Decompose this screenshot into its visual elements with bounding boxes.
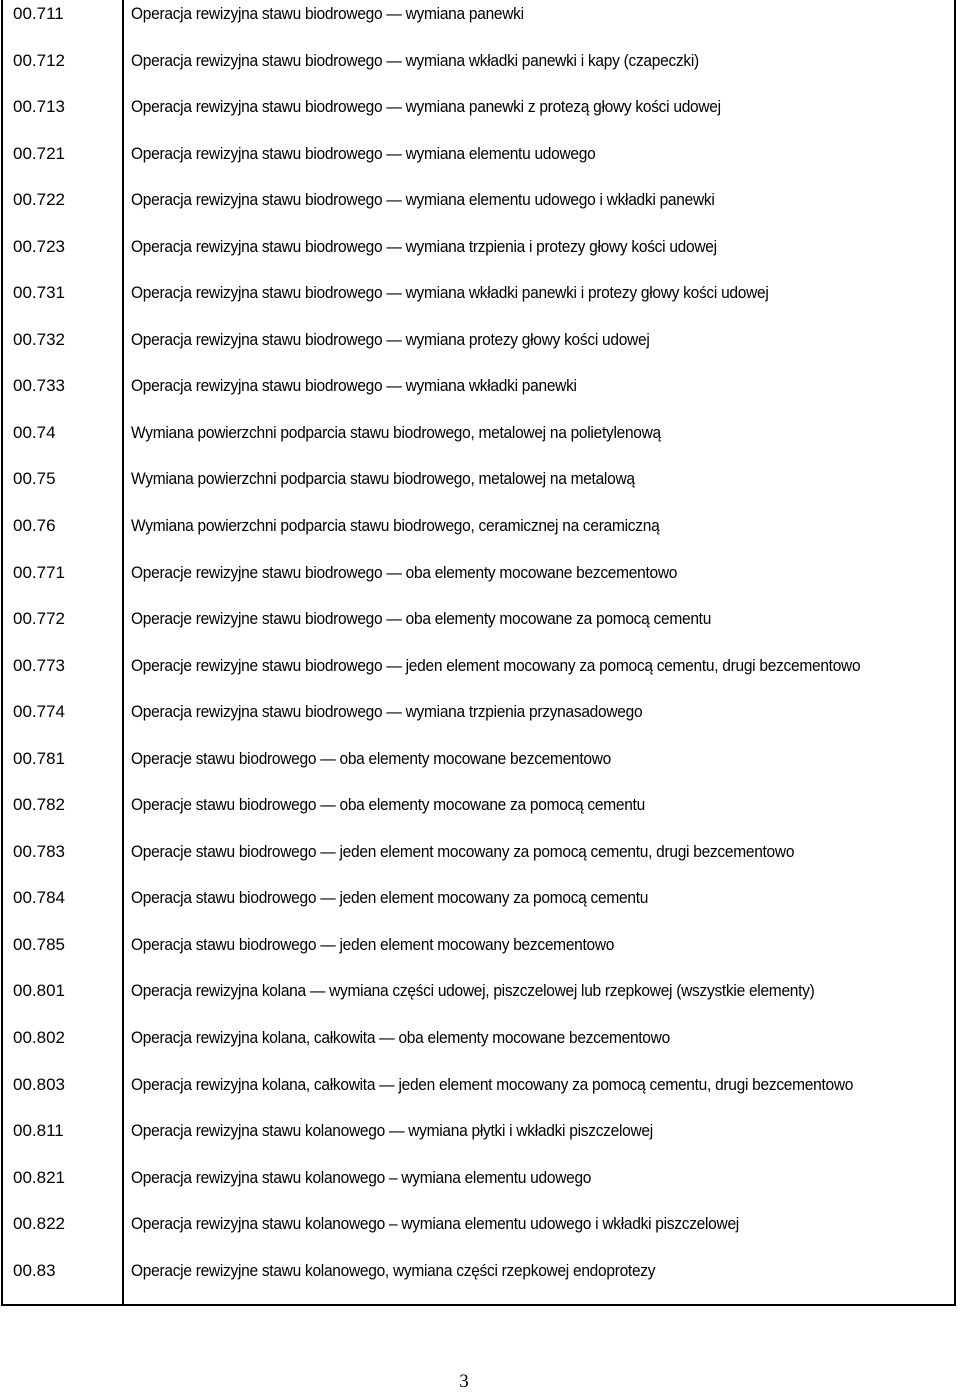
procedure-description: Operacja rewizyjna stawu kolanowego – wymiana elementu udowego i wkładki piszczelowej — [131, 1215, 739, 1234]
procedure-code: 00.782 — [13, 795, 65, 815]
procedure-description: Operacja rewizyjna stawu biodrowego — wymiana elementu udowego i wkładki panewki — [131, 191, 715, 210]
table-row — [3, 931, 959, 978]
procedure-description: Operacja rewizyjna stawu biodrowego — wymiana wkładki panewki i kapy (czapeczki) — [131, 51, 699, 70]
table-row — [3, 233, 959, 280]
table-row — [3, 372, 959, 419]
procedure-description: Operacje rewizyjne stawu biodrowego — oba elementy mocowane bezcementowo — [131, 563, 678, 582]
table-row — [3, 1071, 959, 1118]
table-row — [3, 698, 959, 745]
table-row — [3, 884, 959, 931]
procedure-code: 00.774 — [13, 702, 65, 722]
procedure-code: 00.801 — [13, 981, 65, 1001]
procedure-code: 00.783 — [13, 841, 65, 861]
procedure-code-table — [1, 0, 956, 1306]
table-row — [3, 745, 959, 792]
page-number: 3 — [459, 1371, 469, 1392]
table-row — [3, 186, 959, 233]
procedure-description: Operacja rewizyjna stawu biodrowego — wymiana trzpienia przynasadowego — [131, 703, 643, 722]
procedure-code: 00.785 — [13, 934, 65, 954]
table-row — [3, 559, 959, 606]
procedure-code: 00.723 — [13, 236, 65, 256]
procedure-description: Operacje stawu biodrowego — jeden element mocowany za pomocą cementu, drugi bezcementowo — [131, 842, 795, 861]
procedure-description: Operacja rewizyjna stawu biodrowego — wymiana panewki — [131, 5, 524, 23]
procedure-code: 00.733 — [13, 376, 65, 396]
procedure-code: 00.712 — [13, 50, 65, 70]
procedure-code: 00.802 — [13, 1028, 65, 1048]
table-row — [3, 465, 959, 512]
procedure-code: 00.784 — [13, 888, 65, 908]
table-row — [3, 1210, 959, 1257]
table-row — [3, 1024, 959, 1071]
procedure-description: Operacje rewizyjne stawu kolanowego, wymiana części rzepkowej endoprotezy — [131, 1261, 656, 1280]
procedure-description: Operacja rewizyjna kolana, całkowita — oba elementy mocowane bezcementowo — [131, 1029, 670, 1048]
table-row — [3, 977, 959, 1024]
procedure-code: 00.713 — [13, 97, 65, 117]
procedure-description: Operacje stawu biodrowego — oba elementy mocowane bezcementowo — [131, 749, 611, 768]
procedure-description: Wymiana powierzchni podparcia stawu biodrowego, metalowej na metalową — [131, 470, 635, 489]
procedure-code: 00.803 — [13, 1074, 65, 1094]
procedure-code: 00.731 — [13, 283, 65, 303]
procedure-code: 00.771 — [13, 562, 65, 582]
procedure-code: 00.721 — [13, 143, 65, 163]
procedure-code: 00.773 — [13, 655, 65, 675]
procedure-code: 00.821 — [13, 1167, 65, 1187]
procedure-description: Operacja rewizyjna stawu biodrowego — wymiana panewki z protezą głowy kości udowej — [131, 98, 721, 117]
procedure-description: Operacja stawu biodrowego — jeden element mocowany bezcementowo — [131, 935, 615, 954]
table-row — [3, 0, 959, 47]
table-row — [3, 652, 959, 699]
procedure-code: 00.732 — [13, 329, 65, 349]
table-row — [3, 605, 959, 652]
table-row — [3, 140, 959, 187]
table-row — [3, 279, 959, 326]
procedure-description: Operacja rewizyjna stawu biodrowego — wymiana wkładki panewki — [131, 377, 577, 396]
procedure-description: Wymiana powierzchni podparcia stawu biodrowego, ceramicznej na ceramiczną — [131, 517, 660, 536]
procedure-description: Operacja rewizyjna stawu biodrowego — wymiana trzpienia i protezy głowy kości udowej — [131, 237, 717, 256]
procedure-code: 00.76 — [13, 516, 56, 536]
procedure-description: Operacja rewizyjna stawu kolanowego — wymiana płytki i wkładki piszczelowej — [131, 1122, 653, 1141]
procedure-description: Wymiana powierzchni podparcia stawu biodrowego, metalowej na polietylenową — [131, 423, 661, 442]
procedure-code: 00.722 — [13, 190, 65, 210]
procedure-code: 00.74 — [13, 422, 56, 442]
table-row — [3, 1164, 959, 1211]
procedure-description: Operacje rewizyjne stawu biodrowego — oba elementy mocowane za pomocą cementu — [131, 610, 712, 629]
procedure-code: 00.83 — [13, 1260, 56, 1280]
procedure-code: 00.781 — [13, 748, 65, 768]
table-body — [3, 0, 959, 1303]
table-row — [3, 838, 959, 885]
table-row — [3, 1257, 959, 1304]
procedure-description: Operacja rewizyjna kolana — wymiana części udowej, piszczelowej lub rzepkowej (wszystkie elementy) — [131, 982, 815, 1001]
procedure-code: 00.75 — [13, 469, 56, 489]
procedure-code: 00.822 — [13, 1214, 65, 1234]
table-row — [3, 93, 959, 140]
procedure-description: Operacja rewizyjna stawu kolanowego – wymiana elementu udowego — [131, 1168, 592, 1187]
table-row — [3, 791, 959, 838]
procedure-description: Operacja rewizyjna stawu biodrowego — wymiana protezy głowy kości udowej — [131, 330, 650, 349]
table-row — [3, 1117, 959, 1164]
procedure-code: 00.811 — [13, 1121, 64, 1141]
procedure-description: Operacja rewizyjna stawu biodrowego — wymiana elementu udowego — [131, 144, 596, 163]
procedure-description: Operacja rewizyjna kolana, całkowita — jeden element mocowany za pomocą cementu, drugi bezcementowo — [131, 1075, 854, 1094]
table-row — [3, 47, 959, 94]
procedure-code: 00.772 — [13, 609, 65, 629]
procedure-description: Operacja rewizyjna stawu biodrowego — wymiana wkładki panewki i protezy głowy kości udowej — [131, 284, 769, 303]
table-row — [3, 512, 959, 559]
procedure-description: Operacja stawu biodrowego — jeden element mocowany za pomocą cementu — [131, 889, 649, 908]
table-row — [3, 326, 959, 373]
table-row — [3, 419, 959, 466]
procedure-code: 00.711 — [13, 4, 64, 23]
procedure-description: Operacje stawu biodrowego — oba elementy mocowane za pomocą cementu — [131, 796, 645, 815]
procedure-description: Operacje rewizyjne stawu biodrowego — jeden element mocowany za pomocą cementu, drugi bezcementowo — [131, 656, 861, 675]
